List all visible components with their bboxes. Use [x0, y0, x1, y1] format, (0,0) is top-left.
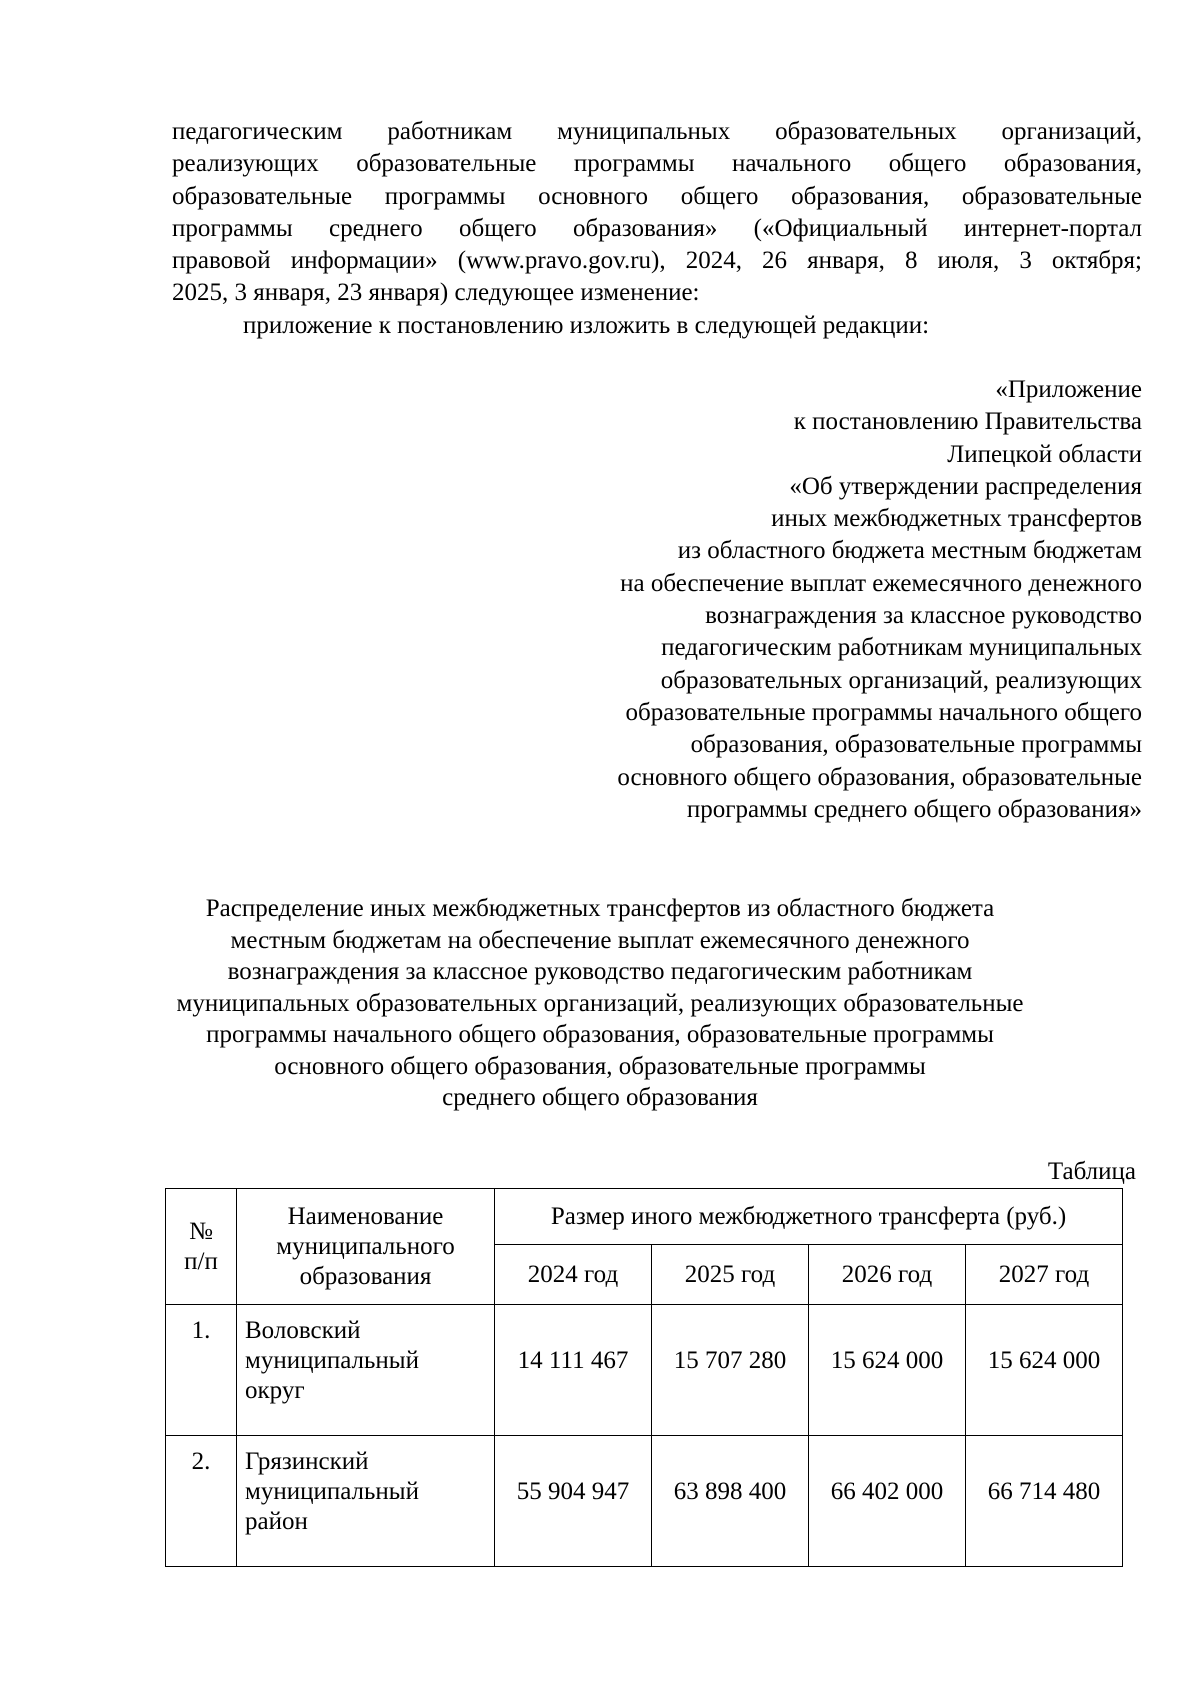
title-line: среднего общего образования	[442, 1084, 758, 1111]
indented-paragraph: приложение к постановлению изложить в следующей редакции:	[243, 312, 930, 339]
appendix-line: вознаграждения за классное руководство	[705, 602, 1142, 630]
row-value: 66 714 480	[966, 1436, 1123, 1567]
row-number: 2.	[166, 1436, 237, 1567]
appendix-line: к постановлению Правительства	[793, 408, 1142, 436]
row-value: 15 624 000	[809, 1305, 966, 1436]
title-line: вознаграждения за классное руководство педагогическим работникам	[227, 958, 973, 985]
row-value: 14 111 467	[495, 1305, 652, 1436]
appendix-line: образования, образовательные программы	[690, 731, 1142, 759]
appendix-line: иных межбюджетных трансфертов	[771, 505, 1142, 533]
appendix-line: основного общего образования, образовательные	[617, 763, 1142, 791]
title-line: муниципальных образовательных организаций, реализующих образовательные	[176, 989, 1024, 1017]
title-line: программы начального общего образования, образовательные программы	[206, 1021, 994, 1048]
document-title	[150, 893, 1050, 1114]
appendix-line: из областного бюджета местным бюджетам	[677, 537, 1142, 565]
intro-line: правовой информации» (www.pravo.gov.ru), 2024, 26 января, 8 июля, 3 октября;	[172, 247, 1142, 275]
appendix-line: «Об утверждении распределения	[789, 472, 1142, 500]
header-year: 2024 год	[495, 1245, 652, 1305]
table-label: Таблица	[1047, 1158, 1136, 1185]
header-year: 2025 год	[652, 1245, 809, 1305]
intro-paragraph	[172, 116, 1142, 310]
appendix-line: программы среднего общего образования»	[686, 795, 1142, 823]
appendix-heading	[617, 374, 1142, 826]
header-num: № п/п	[166, 1189, 237, 1305]
row-value: 63 898 400	[652, 1436, 809, 1567]
table-row	[166, 1305, 1123, 1436]
header-year: 2026 год	[809, 1245, 966, 1305]
row-value: 15 707 280	[652, 1305, 809, 1436]
appendix-line: Липецкой области	[947, 440, 1142, 468]
row-number: 1.	[166, 1305, 237, 1436]
row-value: 55 904 947	[495, 1436, 652, 1567]
intro-line: реализующих образовательные программы начального общего образования,	[172, 150, 1142, 178]
title-line: основного общего образования, образовательные программы	[274, 1052, 926, 1080]
intro-line: программы среднего общего образования» («Официальный интернет-портал	[172, 214, 1142, 242]
row-value: 66 402 000	[809, 1436, 966, 1567]
row-value: 15 624 000	[966, 1305, 1123, 1436]
table-row	[166, 1436, 1123, 1567]
intro-line: педагогическим работникам муниципальных образовательных организаций,	[172, 118, 1142, 145]
row-municipality: Грязинский муниципальный район	[237, 1436, 495, 1567]
appendix-line: образовательные программы начального общего	[625, 698, 1142, 726]
intro-line: 2025, 3 января, 23 января) следующее изменение:	[172, 279, 700, 307]
header-name: Наименование муниципального образования	[237, 1189, 495, 1305]
appendix-line: педагогическим работникам муниципальных	[661, 634, 1142, 662]
appendix-line: образовательных организаций, реализующих	[660, 666, 1142, 694]
header-year: 2027 год	[966, 1245, 1123, 1305]
appendix-line: «Приложение	[995, 376, 1142, 403]
transfers-table	[165, 1188, 1123, 1567]
appendix-line: на обеспечение выплат ежемесячного денежного	[620, 569, 1142, 597]
row-municipality: Воловский муниципальный округ	[237, 1305, 495, 1436]
title-line: Распределение иных межбюджетных трансфертов из областного бюджета	[205, 895, 995, 922]
header-transfer-size: Размер иного межбюджетного трансферта (руб.)	[495, 1189, 1123, 1245]
title-line: местным бюджетам на обеспечение выплат ежемесячного денежного	[230, 926, 970, 954]
table-header-row	[166, 1189, 1123, 1245]
intro-line: образовательные программы основного общего образования, образовательные	[172, 182, 1142, 210]
